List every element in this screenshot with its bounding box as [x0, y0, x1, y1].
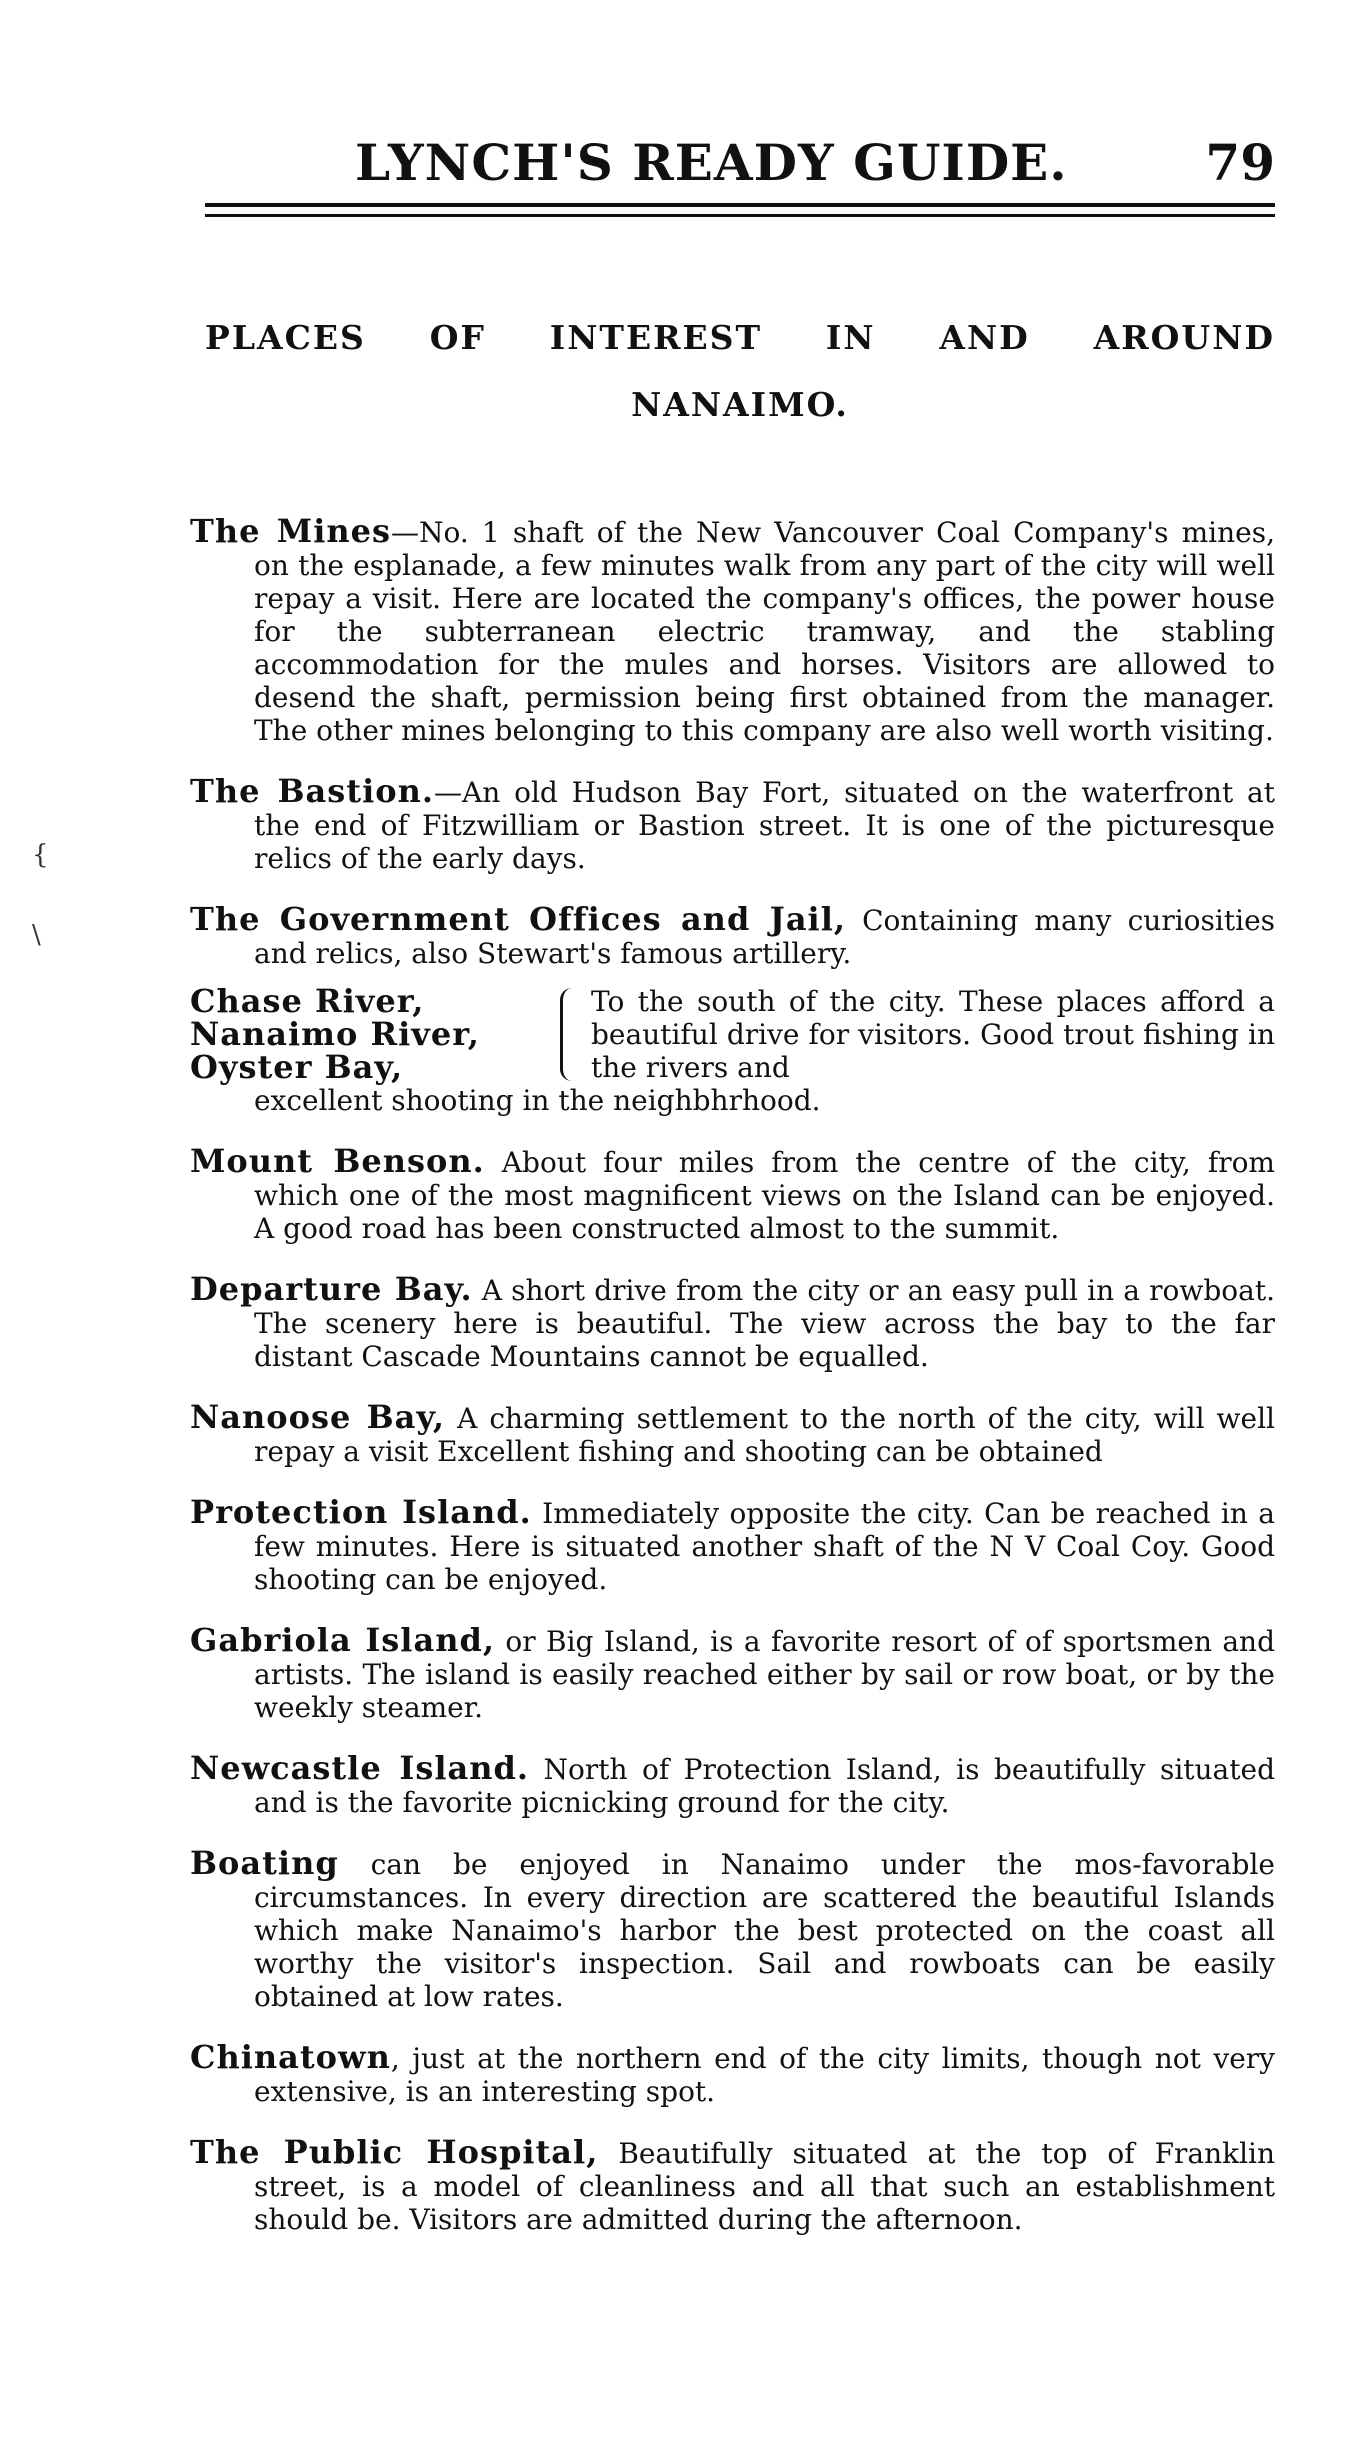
entry-mount-benson: [190, 1142, 1275, 1245]
group-text: To the south of the city. These places afford a beautiful drive for visitors. Good trout fishing in the rivers and: [591, 985, 1275, 1084]
entry-text: can be enjoyed in Nanaimo under the mos-favorable circumstances. In every direction are scattered the beautiful Islands which make Nanaimo's harbor the best protected on the coast all worthy the visitor's inspection. Sail and rowboats can be easily obtained at low rates.: [254, 1848, 1275, 2013]
group-names: [190, 982, 560, 1086]
page-header: [205, 133, 1275, 213]
entry-name: The Mines: [190, 512, 392, 550]
section-title-line-2: NANAIMO.: [631, 385, 849, 424]
entry-name: Newcastle Island.: [190, 1749, 530, 1787]
group-name-oyster-bay: Oyster Bay,: [190, 1048, 404, 1086]
entry-departure-bay: [190, 1270, 1276, 1373]
entry-gabriola-island: [190, 1621, 1276, 1724]
entry-public-hospital: [190, 2133, 1276, 2236]
entry-text: A charming settlement to the north of the city, will well repay a visit Excellent fishing and shooting can be obtained: [254, 1402, 1276, 1468]
running-title: LYNCH'S READY GUIDE.: [355, 133, 1068, 192]
entry-text: or Big Island, is a favorite resort of of sportsmen and artists. The island is easily reached either by sail or row boat, or by the weekly steamer.: [254, 1625, 1276, 1724]
entry-text: , just at the northern end of the city limits, though not very extensive, is an interesting spot.: [254, 2042, 1275, 2108]
entry-boating: [190, 1844, 1275, 2013]
header-rule-bottom: [205, 214, 1275, 217]
entry-name: Boating: [190, 1844, 339, 1882]
entry-text: Beautifully situated at the top of Franklin street, is a model of cleanliness and all that such an establishment should be. Visitors are admitted during the afternoon.: [254, 2137, 1276, 2236]
entry-the-mines: [190, 512, 1276, 747]
entry-name: The Public Hospital,: [190, 2133, 599, 2171]
margin-mark-icon: \: [32, 920, 41, 950]
brace-icon: [560, 988, 581, 1081]
entry-text: North of Protection Island, is beautifully situated and is the favorite picnicking ground for the city.: [254, 1753, 1275, 1819]
entry-text: Immediately opposite the city. Can be reached in a few minutes. Here is situated another shaft of the N V Coal Coy. Good shooting can be enjoyed.: [254, 1497, 1276, 1596]
entry-text: A short drive from the city or an easy pull in a rowboat. The scenery here is beautiful. The view across the bay to the far distant Cascade Mountains cannot be equalled.: [254, 1274, 1276, 1373]
entry-group-rivers: [190, 982, 1275, 1086]
group-continuation: excellent shooting in the neighbhrhood.: [254, 1084, 821, 1117]
entry-nanoose-bay: [190, 1398, 1276, 1468]
section-title-line-1: PLACES OF INTEREST IN AND AROUND: [205, 318, 1275, 357]
entry-name: Mount Benson.: [190, 1142, 485, 1180]
entry-name: The Bastion.: [190, 772, 434, 810]
entry-name: Departure Bay.: [190, 1270, 473, 1308]
entry-name: Nanoose Bay,: [190, 1398, 446, 1436]
header-rule-top: [205, 203, 1275, 207]
page-number: 79: [1205, 133, 1275, 192]
entry-name: Chinatown: [190, 2038, 391, 2076]
entry-protection-island: [190, 1493, 1276, 1596]
entry-name: Gabriola Island,: [190, 1621, 495, 1659]
entry-text: —An old Hudson Bay Fort, situated on the waterfront at the end of Fitzwilliam or Bastion street. It is one of the picturesque relics of the early days.: [254, 776, 1276, 875]
entry-the-bastion: [190, 772, 1276, 875]
entry-name: Protection Island.: [190, 1493, 532, 1531]
group-name-chase-river: Chase River,: [190, 982, 425, 1020]
entry-name: The Government Offices and Jail,: [190, 900, 847, 938]
entry-chinatown: [190, 2038, 1275, 2108]
margin-mark-icon: {: [32, 840, 49, 870]
entry-text: About four miles from the centre of the city, from which one of the most magnificent views on the Island can be enjoyed. A good road has been constructed almost to the summit.: [254, 1146, 1275, 1245]
entry-government-offices: [190, 900, 1276, 970]
group-name-nanaimo-river: Nanaimo River,: [190, 1015, 480, 1053]
entry-text: Containing many curiosities and relics, also Stewart's famous artillery.: [254, 904, 1276, 970]
entry-newcastle-island: [190, 1749, 1275, 1819]
entry-text: —No. 1 shaft of the New Vancouver Coal Company's mines, on the esplanade, a few minutes walk from any part of the city will well repay a visit. Here are located the company's offices, the power house for the subterranean electric tramway, and the stabling accommodation for the mules and horses. Visitors are allowed to desend the shaft, permission being first obtained from the manager. The other mines belonging to this company are also well worth visiting.: [254, 516, 1276, 747]
entries-list: [190, 487, 1275, 2251]
